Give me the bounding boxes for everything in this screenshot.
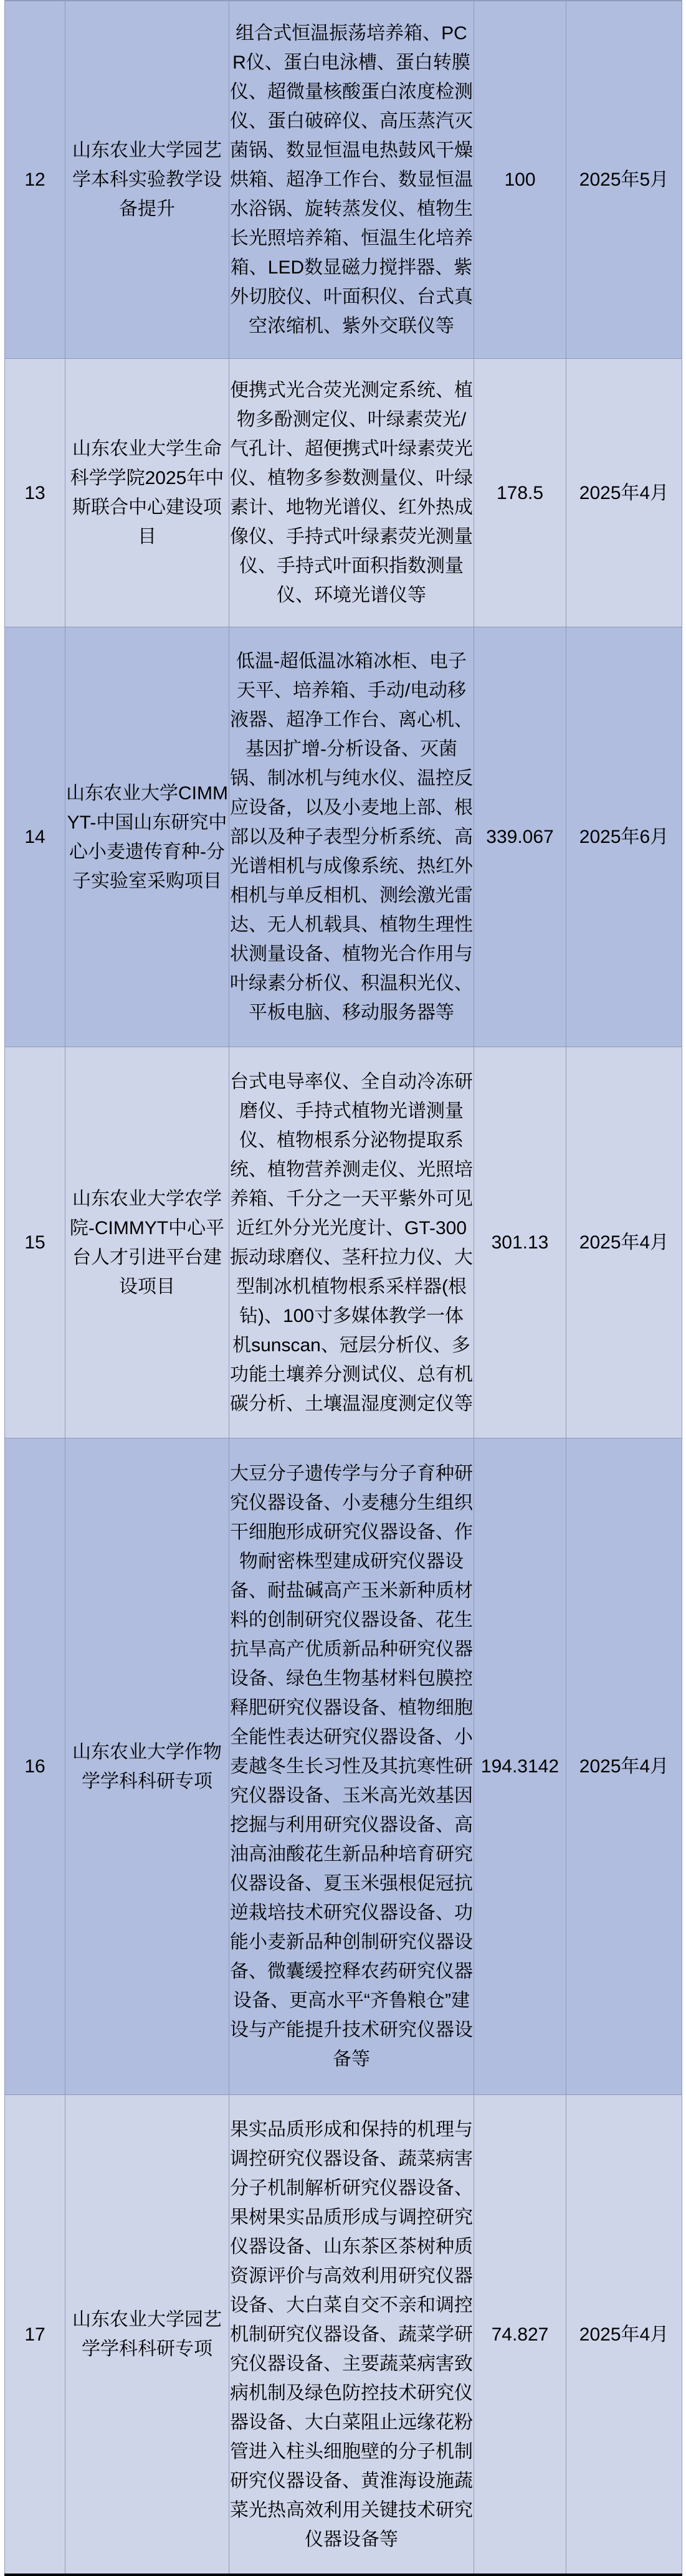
amount-value: 178.5	[496, 482, 544, 503]
table-row	[5, 1047, 682, 1438]
date-value: 2025年6月	[579, 827, 669, 847]
amount-cell	[474, 1438, 566, 2095]
date-cell	[566, 1, 682, 359]
project-name: 山东农业大学园艺学本科实验教学设备提升	[72, 140, 222, 219]
amount-cell	[474, 627, 566, 1047]
amount-cell	[474, 359, 566, 627]
table-row	[5, 359, 682, 627]
date-cell	[566, 359, 682, 627]
date-value: 2025年4月	[579, 482, 669, 503]
table-row	[5, 627, 682, 1047]
project-name: 山东农业大学CIMMYT-中国山东研究中心小麦遗传育种-分子实验室采购项目	[66, 782, 228, 891]
project-name: 山东农业大学作物学学科科研专项	[72, 1741, 222, 1792]
table-row	[5, 2095, 682, 2575]
equipment-list-cell	[229, 627, 474, 1047]
date-value: 2025年4月	[579, 1756, 669, 1777]
project-name-cell	[65, 1438, 229, 2095]
amount-value: 301.13	[491, 1232, 549, 1253]
date-value: 2025年4月	[579, 2324, 669, 2345]
project-name-cell	[65, 1, 229, 359]
project-name-cell	[65, 2095, 229, 2575]
equipment-list: 台式电导率仪、全自动冷冻研磨仪、手持式植物光谱测量仪、植物根系分泌物提取系统、植物营养测走仪、光照培养箱、千分之一天平紫外可见近红外分光光度计、GT-300振动球磨仪、茎秆拉力仪、大型制冰机植物根系采样器(根钻)、100寸多媒体教学一体机sunscan、冠层分析仪、多功能土壤养分测试仪、总有机碳分析、土壤温湿度测定仪等	[230, 1071, 473, 1414]
row-number: 16	[24, 1756, 45, 1777]
project-name-cell	[65, 627, 229, 1047]
project-name-cell	[65, 1047, 229, 1438]
equipment-list-cell	[229, 1047, 474, 1438]
table-row	[5, 1, 682, 359]
row-number-cell	[5, 1047, 65, 1438]
procurement-table	[4, 0, 682, 2576]
amount-value: 194.3142	[480, 1756, 560, 1777]
date-cell	[566, 1438, 682, 2095]
date-value: 2025年4月	[579, 1232, 669, 1253]
equipment-list-cell	[229, 1438, 474, 2095]
row-number-cell	[5, 1, 65, 359]
amount-value: 74.827	[491, 2324, 549, 2345]
equipment-list-cell	[229, 359, 474, 627]
amount-value: 339.067	[486, 827, 554, 847]
row-number-cell	[5, 1438, 65, 2095]
row-number: 14	[24, 827, 45, 847]
project-name-cell	[65, 359, 229, 627]
amount-cell	[474, 1, 566, 359]
equipment-list: 便携式光合荧光测定系统、植物多酚测定仪、叶绿素荧光/气孔计、超便携式叶绿素荧光仪、植物多参数测量仪、叶绿素计、地物光谱仪、红外热成像仪、手持式叶绿素荧光测量仪、手持式叶面积指数测量仪、环境光谱仪等	[230, 380, 473, 606]
date-cell	[566, 1047, 682, 1438]
row-number: 13	[24, 482, 45, 503]
row-number-cell	[5, 2095, 65, 2575]
date-cell	[566, 2095, 682, 2575]
table-row	[5, 1438, 682, 2095]
equipment-list: 低温-超低温冰箱冰柜、电子天平、培养箱、手动/电动移液器、超净工作台、离心机、基因扩增-分析设备、灭菌锅、制冰机与纯水仪、温控反应设备，以及小麦地上部、根部以及种子表型分析系统、高光谱相机与成像系统、热红外相机与单反相机、测绘激光雷达、无人机载具、植物生理性状测量设备、植物光合作用与叶绿素分析仪、积温积光仪、平板电脑、移动服务器等	[230, 651, 473, 1023]
row-number-cell	[5, 359, 65, 627]
row-number: 12	[24, 169, 45, 190]
equipment-list-cell	[229, 1, 474, 359]
equipment-list: 果实品质形成和保持的机理与调控研究仪器设备、蔬菜病害分子机制解析研究仪器设备、果树果实品质形成与调控研究仪器设备、山东茶区茶树种质资源评价与高效利用研究仪器设备、大白菜自交不亲和调控机制研究仪器设备、蔬菜学研究仪器设备、主要蔬菜病害致病机制及绿色防控技术研究仪器设备、大白菜阻止远缘花粉管进入柱头细胞壁的分子机制研究仪器设备、黄淮海设施蔬菜光热高效利用关键技术研究仪器设备等	[230, 2119, 473, 2550]
project-name: 山东农业大学园艺学学科科研专项	[72, 2309, 222, 2359]
equipment-list: 大豆分子遗传学与分子育种研究仪器设备、小麦穗分生组织干细胞形成研究仪器设备、作物耐密株型建成研究仪器设备、耐盐碱高产玉米新种质材料的创制研究仪器设备、花生抗旱高产优质新品种研究仪器设备、绿色生物基材料包膜控释肥研究仪器设备、植物细胞全能性表达研究仪器设备、小麦越冬生长习性及其抗寒性研究仪器设备、玉米高光效基因挖掘与利用研究仪器设备、高油高油酸花生新品种培育研究仪器设备、夏玉米强根促冠抗逆栽培技术研究仪器设备、功能小麦新品种创制研究仪器设备、微囊缓控释农药研究仪器设备、更高水平“齐鲁粮仓”建设与产能提升技术研究仪器设备等	[230, 1463, 473, 2070]
row-number: 17	[24, 2324, 45, 2345]
project-name: 山东农业大学生命科学学院2025年中斯联合中心建设项目	[70, 439, 224, 547]
project-name: 山东农业大学农学院-CIMMYT中心平台人才引进平台建设项目	[69, 1188, 225, 1297]
equipment-list-cell	[229, 2095, 474, 2575]
equipment-list: 组合式恒温振荡培养箱、PCR仪、蛋白电泳槽、蛋白转膜仪、超微量核酸蛋白浓度检测仪、蛋白破碎仪、高压蒸汽灭菌锅、数显恒温电热鼓风干燥烘箱、超净工作台、数显恒温水浴锅、旋转蒸发仪、植物生长光照培养箱、恒温生化培养箱、LED数显磁力搅拌器、紫外切胶仪、叶面积仪、台式真空浓缩机、紫外交联仪等	[230, 23, 473, 336]
date-cell	[566, 627, 682, 1047]
date-value: 2025年5月	[579, 169, 669, 190]
row-number-cell	[5, 627, 65, 1047]
amount-cell	[474, 1047, 566, 1438]
row-number: 15	[24, 1232, 45, 1253]
amount-value: 100	[504, 169, 536, 190]
amount-cell	[474, 2095, 566, 2575]
